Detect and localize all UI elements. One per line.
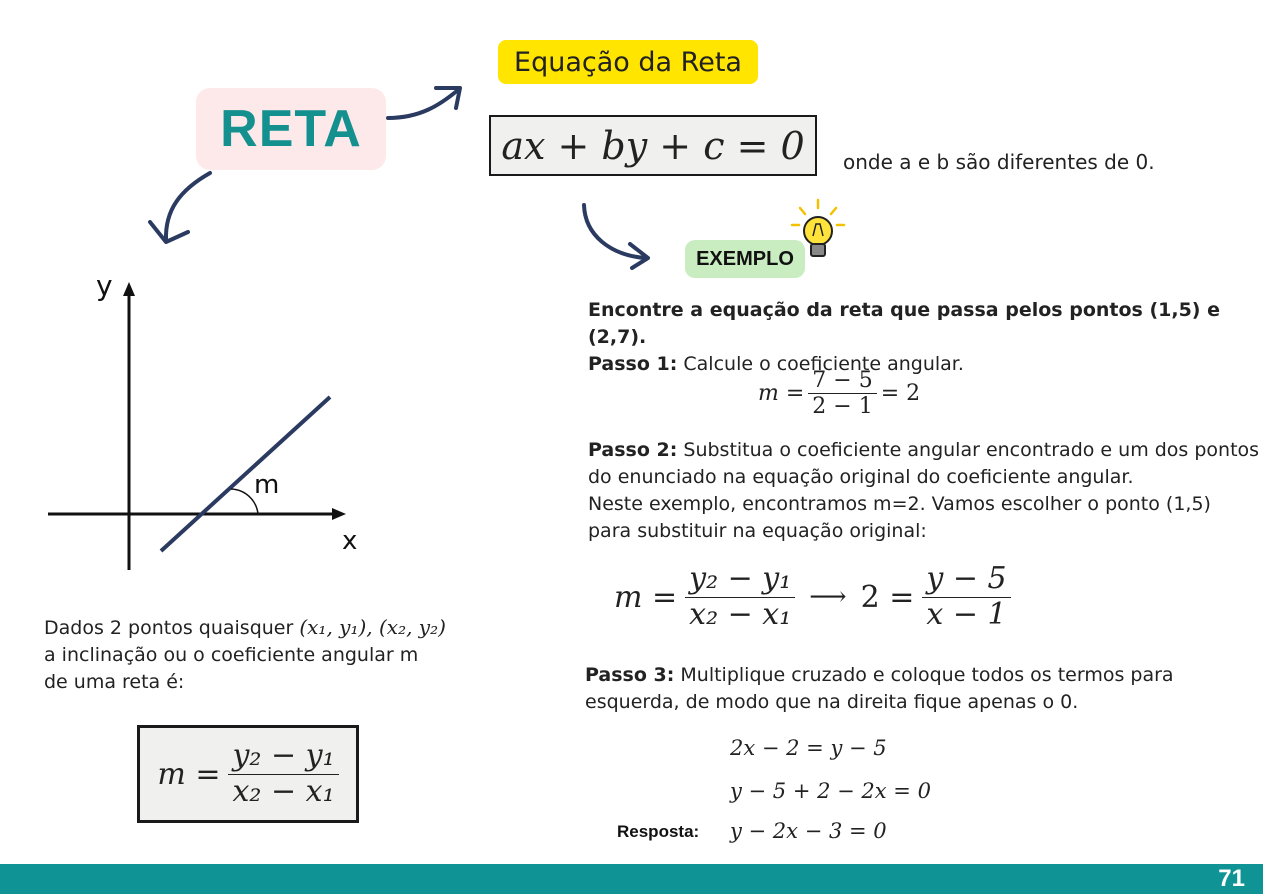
step3-label: Passo 3: <box>585 664 675 686</box>
step2-arrow-icon: ⟶ <box>809 582 847 612</box>
step3-line2: esquerda, de modo que na direita fique apenas o 0. <box>585 691 1079 713</box>
step2-label: Passo 2: <box>588 439 678 461</box>
definition-text <box>44 614 446 696</box>
step2-eq-numerator: y₂ − y₁ <box>685 562 795 598</box>
eq-line1: 2x − 2 = y − 5 <box>730 736 887 760</box>
step2-line4: para substituir na equação original: <box>588 520 927 542</box>
step2-eq-lhs: m = <box>614 579 678 615</box>
step2-line2: do enunciado na equação original do coeficiente angular. <box>588 466 1134 488</box>
topic-title: RETA <box>220 100 362 158</box>
equation-label: Equação da Reta <box>498 40 758 84</box>
general-equation: ax + by + c = 0 <box>489 115 817 176</box>
page-number: 71 <box>1218 865 1245 892</box>
answer-label: Resposta: <box>617 822 700 841</box>
angle-label: m <box>254 470 280 500</box>
step2-eq-rhs-denominator: x − 1 <box>926 596 1007 632</box>
step1-eq-denominator: 2 − 1 <box>812 394 873 420</box>
step2-block <box>588 437 1259 545</box>
definition-points: (x₁, y₁), (x₂, y₂) <box>299 615 446 639</box>
step2-line3: Neste exemplo, encontramos m=2. Vamos escolher o ponto (1,5) <box>588 493 1211 515</box>
step2-eq-denominator: x₂ − x₁ <box>689 596 792 632</box>
sloped-line <box>161 397 330 551</box>
arrow-to-graph-icon <box>166 173 210 240</box>
example-statement-block <box>588 297 1263 378</box>
y-axis-label: y <box>96 269 113 302</box>
step2-equation <box>614 562 1011 632</box>
x-axis-arrow-icon <box>332 508 346 520</box>
slope-formula-denominator: x₂ − x₁ <box>232 773 335 809</box>
x-axis-label: x <box>342 526 358 556</box>
slope-formula-lhs: m = <box>157 756 221 792</box>
eq-line2: y − 5 + 2 − 2x = 0 <box>730 779 931 803</box>
slope-formula-numerator: y₂ − y₁ <box>228 739 338 775</box>
step1-eq-numerator: 7 − 5 <box>808 368 876 394</box>
arrow-to-title-icon <box>388 90 458 118</box>
step1-label: Passo 1: <box>588 353 678 375</box>
definition-line1: Dados 2 pontos quaisquer <box>44 617 294 639</box>
answer-equation: y − 2x − 3 = 0 <box>730 819 887 843</box>
footer-bar <box>0 864 1263 894</box>
step1-eq-rhs: = 2 <box>880 381 921 407</box>
definition-line3: de uma reta é: <box>44 671 185 693</box>
step2-eq-rhs-lhs: 2 = <box>860 579 915 615</box>
step1-eq-lhs: m = <box>758 381 805 407</box>
line-graph <box>40 265 370 585</box>
step1-equation <box>758 368 920 420</box>
step1-text: Calcule o coeficiente angular. <box>683 353 964 375</box>
step2-text: Substitua o coeficiente angular encontrado e um dos pontos <box>683 439 1260 461</box>
y-axis-arrow-icon <box>123 282 135 296</box>
example-badge: EXEMPLO <box>685 240 805 278</box>
step3-text: Multiplique cruzado e coloque todos os termos para <box>680 664 1174 686</box>
step3-block <box>585 662 1174 716</box>
lightbulb-icon <box>790 198 850 268</box>
slope-formula-box <box>137 725 359 823</box>
definition-line2: a inclinação ou o coeficiente angular m <box>44 644 419 666</box>
equation-note: onde a e b são diferentes de 0. <box>843 150 1155 174</box>
step2-eq-rhs-numerator: y − 5 <box>922 562 1010 598</box>
example-statement: Encontre a equação da reta que passa pelos pontos (1,5) e (2,7). <box>588 299 1220 348</box>
